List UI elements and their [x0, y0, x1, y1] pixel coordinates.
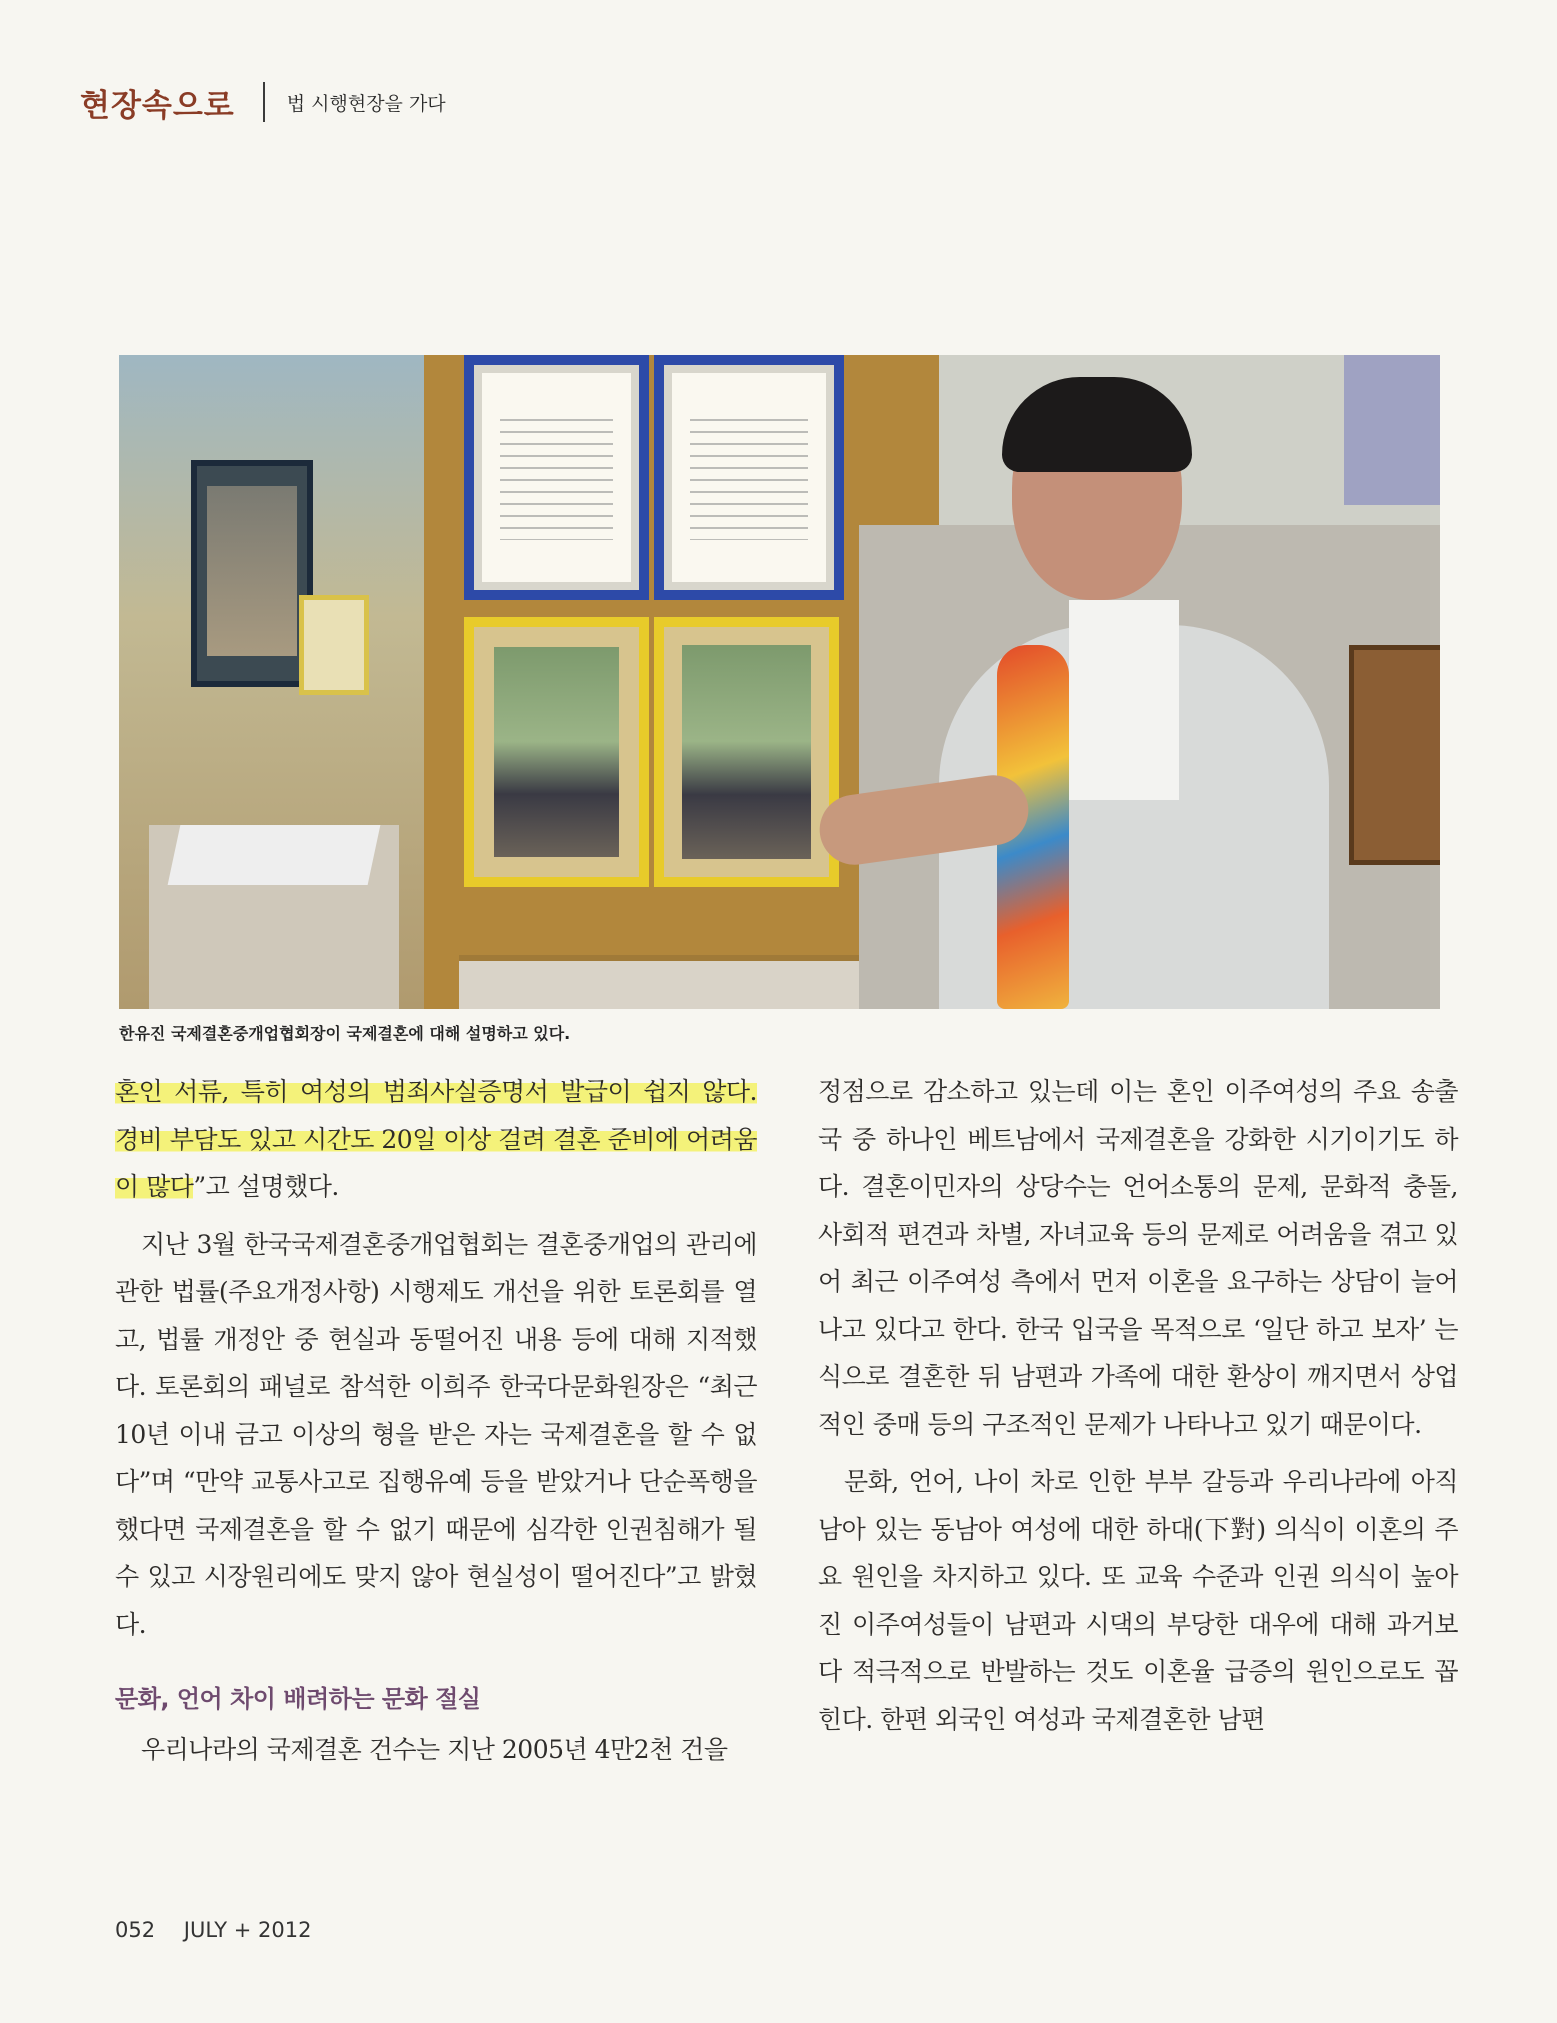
paragraph — [115, 1068, 757, 1211]
paragraph-text: ”고 설명했다. — [193, 1172, 339, 1201]
page-footer — [115, 1918, 311, 1942]
section-subtitle: 법 시행현장을 가다 — [286, 92, 446, 115]
photo-document-panel — [464, 355, 649, 600]
issue-label: JULY + 2012 — [183, 1918, 312, 1942]
photo-desk-papers — [168, 825, 381, 885]
page-header — [80, 78, 446, 126]
photo-document-panel — [654, 355, 844, 600]
highlighted-text: 혼인 서류, 특히 여성의 범죄사실증명서 발급이 쉽지 않다. 경비 부담도 있고 시간도 20일 이상 걸려 결혼 준비에 어려움이 많다 — [115, 1077, 757, 1201]
article-column-right — [818, 1068, 1458, 1743]
paragraph: 우리나라의 국제결혼 건수는 지난 2005년 4만2천 건을 — [141, 1734, 728, 1764]
article-subheading: 문화, 언어 차이 배려하는 문화 절실 — [115, 1685, 481, 1713]
paragraph: 문화, 언어, 나이 차로 인한 부부 갈등과 우리나라에 아직 남아 있는 동남아 여성에 대한 하대(下對) 의식이 이혼의 주요 원인을 차지하고 있다. 또 교육 수준과 인권 의식이 높아진 이주여성들이 남편과 시댁의 부당한 대우에 대해 과거보다 적극적으로 반발하는 것도 이혼율 급증의 원인으로도 꼽힌다. 한편 외국인 여성과 국제결혼한 남편 — [818, 1467, 1458, 1734]
photo-board — [1349, 645, 1440, 865]
section-title: 현장속으로 — [80, 87, 235, 124]
header-divider — [263, 82, 265, 122]
photo-side-frame — [299, 595, 369, 695]
paragraph: 지난 3월 한국국제결혼중개업협회는 결혼중개업의 관리에 관한 법률(주요개정사항) 시행제도 개선을 위한 토론회를 열고, 법률 개정안 중 현실과 동떨어진 내용 등에 대해 지적했다. 토론회의 패널로 참석한 이희주 한국다문화원장은 “최근 10년 이내 금고 이상의 형을 받은 자는 국제결혼을 할 수 없다”며 “만약 교통사고로 집행유예 등을 받았거나 단순폭행을 했다면 국제결혼을 할 수 없기 때문에 심각한 인권침해가 될 수 있고 시장원리에도 맞지 않아 현실성이 떨어진다”고 밝혔다. — [115, 1229, 757, 1639]
article-column-left — [115, 1068, 757, 1773]
paragraph: 정점으로 감소하고 있는데 이는 혼인 이주여성의 주요 송출국 중 하나인 베트남에서 국제결혼을 강화한 시기이기도 하다. 결혼이민자의 상당수는 언어소통의 문제, 문화적 충돌, 사회적 편견과 차별, 자녀교육 등의 문제로 어려움을 겪고 있어 최근 이주여성 측에서 먼저 이혼을 요구하는 상담이 늘어나고 있다고 한다. 한국 입국을 목적으로 ‘일단 하고 보자’ 는 식으로 결혼한 뒤 남편과 가족에 대한 환상이 깨지면서 상업적인 중매 등의 구조적인 문제가 나타나고 있기 때문이다. — [818, 1077, 1458, 1439]
photo-wedding-panel — [654, 617, 839, 887]
photo-mirror — [191, 460, 313, 687]
page-number: 052 — [115, 1918, 156, 1942]
photo-curtain — [1344, 355, 1440, 505]
photo-wedding-panel — [464, 617, 649, 887]
article-photo — [119, 355, 1440, 1009]
photo-caption: 한유진 국제결혼중개업협회장이 국제결혼에 대해 설명하고 있다. — [119, 1024, 571, 1043]
photo-person-shirt — [1069, 600, 1179, 800]
